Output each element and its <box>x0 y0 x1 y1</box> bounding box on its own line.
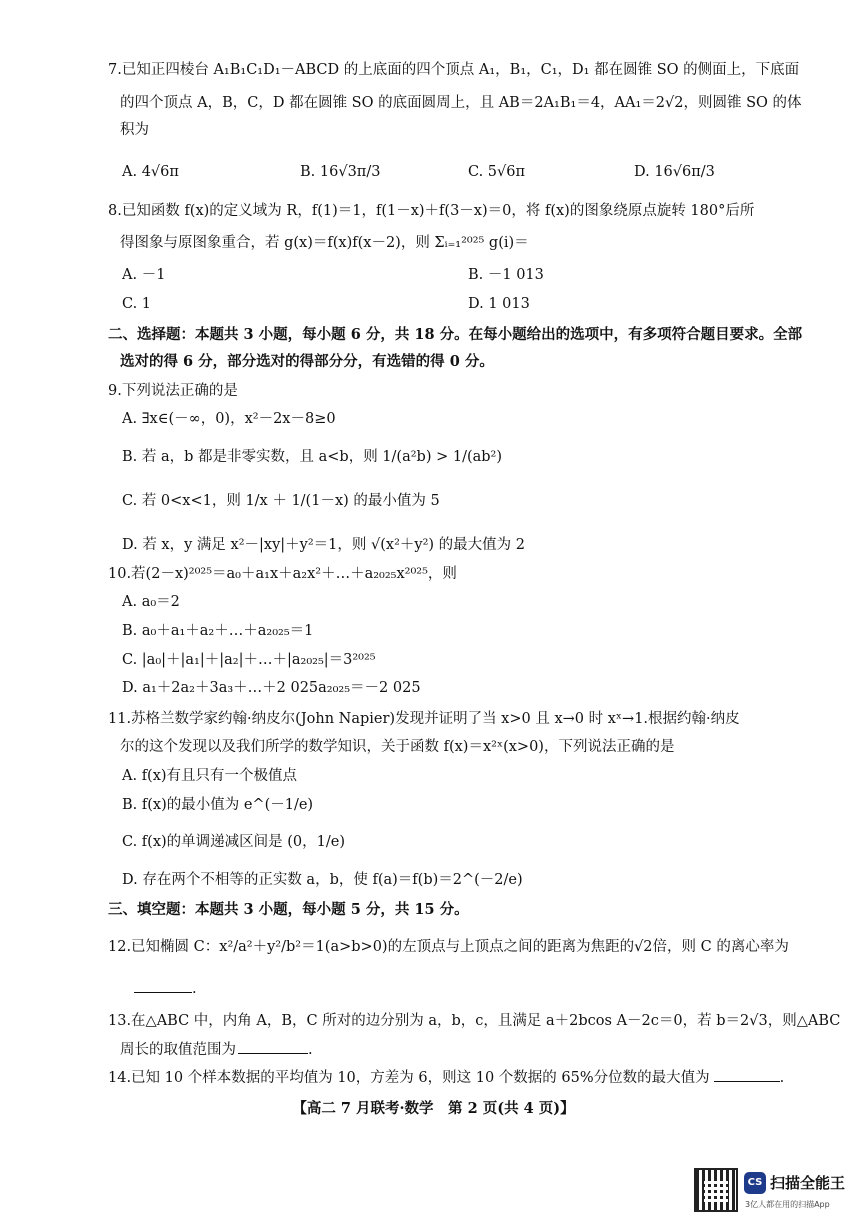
q10-option-b: B. a₀＋a₁＋a₂＋…＋a₂₀₂₅＝1 <box>122 623 314 639</box>
q9-option-c: C. 若 0<x<1，则 1/x ＋ 1/(1－x) 的最小值为 5 <box>122 493 440 509</box>
q11-option-c: C. f(x)的单调递减区间是 (0，1/e) <box>122 834 345 850</box>
q9-option-b: B. 若 a，b 都是非零实数，且 a<b，则 1/(a²b) > 1/(ab²) <box>122 449 503 465</box>
q8-line-2: 得图象与原图象重合，若 g(x)＝f(x)f(x－2)，则 Σᵢ₌₁²⁰²⁵ g(i)＝ <box>120 235 529 251</box>
q11-line-2: 尔的这个发现以及我们所学的数学知识，关于函数 f(x)＝x²ˣ(x>0)，下列说法正确的是 <box>120 739 675 755</box>
q12-line-1: 12.已知椭圆 C：x²/a²＋y²/b²＝1(a>b>0)的左顶点与上顶点之间的距离为焦距的√2倍，则 C 的离心率为 <box>108 939 789 955</box>
q7-line-3: 积为 <box>120 122 149 138</box>
q10-stem: 10.若(2－x)²⁰²⁵＝a₀＋a₁x＋a₂x²＋…＋a₂₀₂₅x²⁰²⁵，则 <box>108 566 457 582</box>
q9-stem: 9.下列说法正确的是 <box>108 383 238 399</box>
q7-line-2: 的四个顶点 A，B，C，D 都在圆锥 SO 的底面圆周上，且 AB＝2A₁B₁＝4，AA₁＝2√2，则圆锥 SO 的体 <box>120 95 802 111</box>
q10-option-a: A. a₀＝2 <box>122 594 180 610</box>
q12-answer-blank[interactable] <box>134 978 192 993</box>
camscanner-name: 扫描全能王 <box>770 1174 846 1192</box>
q7-option-b: B. 16√3π/3 <box>300 164 381 180</box>
q7-option-c: C. 5√6π <box>468 164 526 180</box>
q13-line-2: 周长的取值范围为 <box>120 1042 236 1058</box>
q8-option-c: C. 1 <box>122 296 152 312</box>
camscanner-logo: CS <box>744 1172 766 1194</box>
q12-answer-line <box>134 978 197 999</box>
q8-line-1: 8.已知函数 f(x)的定义域为 R，f(1)＝1，f(1－x)＋f(3－x)＝0，将 f(x)的图象绕原点旋转 180°后所 <box>108 203 755 219</box>
q10-option-d: D. a₁＋2a₂＋3a₃＋…＋2 025a₂₀₂₅＝－2 025 <box>122 680 421 696</box>
q12-end: . <box>192 981 197 997</box>
q10-option-c: C. |a₀|＋|a₁|＋|a₂|＋…＋|a₂₀₂₅|＝3²⁰²⁵ <box>122 652 376 668</box>
qr-code-icon <box>694 1168 738 1212</box>
q14-line-1: 14.已知 10 个样本数据的平均值为 10，方差为 6，则这 10 个数据的 65%分位数的最大值为 <box>108 1070 710 1086</box>
q14-end: . <box>779 1070 785 1086</box>
q7-line-1: 7.已知正四棱台 A₁B₁C₁D₁－ABCD 的上底面的四个顶点 A₁，B₁，C₁，D₁ 都在圆锥 SO 的侧面上，下底面 <box>108 62 800 78</box>
q13-end: . <box>308 1042 313 1058</box>
section-2-line-1: 二、选择题：本题共 3 小题，每小题 6 分，共 18 分。在每小题给出的选项中，有多项符合题目要求。全部 <box>108 326 803 343</box>
q14-answer-blank[interactable] <box>714 1067 780 1082</box>
q8-option-d: D. 1 013 <box>468 296 530 312</box>
q7-option-a: A. 4√6π <box>122 164 179 180</box>
q8-option-a: A. －1 <box>122 267 166 283</box>
section-3-heading: 三、填空题：本题共 3 小题，每小题 5 分，共 15 分。 <box>108 901 469 918</box>
q9-option-a: A. ∃x∈(－∞，0)，x²－2x－8≥0 <box>122 411 336 427</box>
q11-option-a: A. f(x)有且只有一个极值点 <box>122 768 298 784</box>
q11-option-d: D. 存在两个不相等的正实数 a，b，使 f(a)＝f(b)＝2^(－2/e) <box>122 872 523 888</box>
q8-option-b: B. －1 013 <box>468 267 544 283</box>
q11-line-1: 11.苏格兰数学家约翰·纳皮尔(John Napier)发现并证明了当 x>0 且 x→0 时 xˣ→1.根据约翰·纳皮 <box>108 711 740 727</box>
q14-line-wrap <box>108 1067 784 1088</box>
page-footer: 【高二 7 月联考·数学 第 2 页(共 4 页)】 <box>292 1100 575 1117</box>
q11-option-b: B. f(x)的最小值为 e^(－1/e) <box>122 797 314 813</box>
section-2-line-2: 选对的得 6 分，部分选对的得部分分，有选错的得 0 分。 <box>120 353 494 370</box>
q13-answer-blank[interactable] <box>238 1039 308 1054</box>
q7-option-d: D. 16√6π/3 <box>634 164 715 180</box>
q13-line-2-wrap <box>120 1039 313 1060</box>
q9-option-d: D. 若 x，y 满足 x²－|xy|＋y²＝1，则 √(x²＋y²) 的最大值为 2 <box>122 537 525 553</box>
camscanner-tagline: 3亿人都在用的扫描App <box>745 1200 830 1209</box>
q13-line-1: 13.在△ABC 中，内角 A，B，C 所对的边分别为 a，b，c，且满足 a＋2bcos A－2c＝0，若 b＝2√3，则△ABC <box>108 1013 841 1029</box>
